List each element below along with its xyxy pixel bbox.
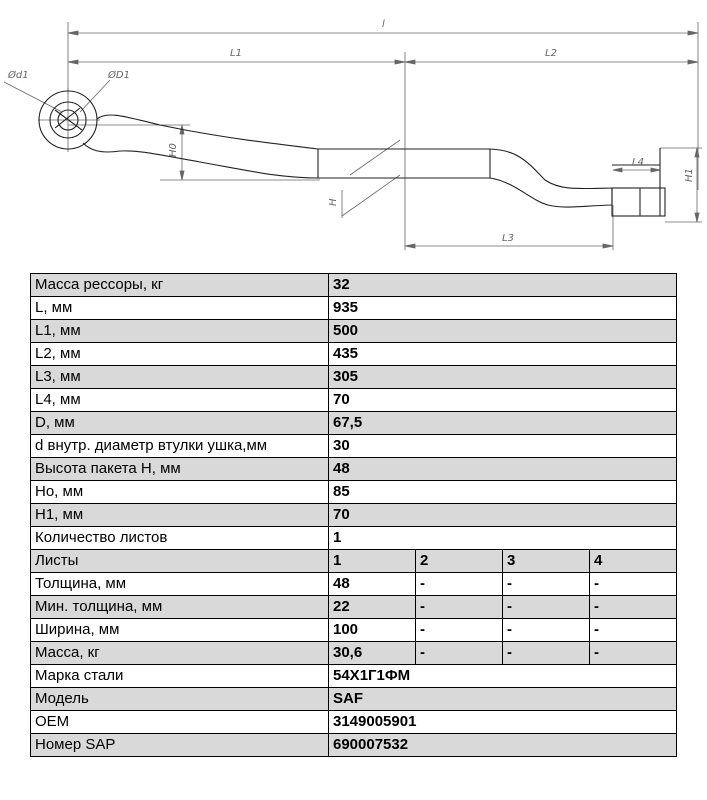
table-row bbox=[31, 665, 677, 688]
spec-value: 935 bbox=[329, 297, 677, 320]
spec-label: Номер SAP bbox=[31, 734, 329, 757]
table-row bbox=[31, 688, 677, 711]
dim-label-D1: ØD1 bbox=[108, 70, 130, 81]
spec-label: H1, мм bbox=[31, 504, 329, 527]
spec-value: 690007532 bbox=[329, 734, 677, 757]
table-row bbox=[31, 481, 677, 504]
spec-label: L4, мм bbox=[31, 389, 329, 412]
spec-label: Листы bbox=[31, 550, 329, 573]
dim-label-l2: L2 bbox=[545, 48, 557, 59]
spec-value: - bbox=[590, 573, 677, 596]
spec-label: Ширина, мм bbox=[31, 619, 329, 642]
spec-value: 305 bbox=[329, 366, 677, 389]
spec-label: Ho, мм bbox=[31, 481, 329, 504]
dim-label-l: l bbox=[382, 19, 385, 30]
spec-value: - bbox=[416, 596, 503, 619]
dim-label-d1: Ød1 bbox=[8, 70, 29, 81]
spec-label: Модель bbox=[31, 688, 329, 711]
spec-label: Мин. толщина, мм bbox=[31, 596, 329, 619]
table-row bbox=[31, 711, 677, 734]
spec-value: SAF bbox=[329, 688, 677, 711]
spec-value: - bbox=[503, 642, 590, 665]
table-row bbox=[31, 366, 677, 389]
spec-value: 85 bbox=[329, 481, 677, 504]
spec-value: 1 bbox=[329, 550, 416, 573]
spec-label: L, мм bbox=[31, 297, 329, 320]
spec-label: Количество листов bbox=[31, 527, 329, 550]
spec-value: - bbox=[590, 642, 677, 665]
table-row bbox=[31, 274, 677, 297]
table-row bbox=[31, 412, 677, 435]
table-row bbox=[31, 550, 677, 573]
spec-value: 2 bbox=[416, 550, 503, 573]
spec-value: 67,5 bbox=[329, 412, 677, 435]
spec-value: 4 bbox=[590, 550, 677, 573]
table-row bbox=[31, 343, 677, 366]
table-row bbox=[31, 320, 677, 343]
spec-value: - bbox=[503, 573, 590, 596]
dim-label-h1: H1 bbox=[684, 168, 695, 182]
dim-label-l3: L3 bbox=[502, 233, 514, 244]
spec-value: 3 bbox=[503, 550, 590, 573]
table-row bbox=[31, 573, 677, 596]
spec-value: 48 bbox=[329, 458, 677, 481]
spec-value: - bbox=[416, 573, 503, 596]
spec-label: L2, мм bbox=[31, 343, 329, 366]
table-row bbox=[31, 297, 677, 320]
spec-label: L1, мм bbox=[31, 320, 329, 343]
spec-value: 32 bbox=[329, 274, 677, 297]
spec-value: 54Х1Г1ФМ bbox=[329, 665, 677, 688]
spec-value: 70 bbox=[329, 504, 677, 527]
spec-label: Масса рессоры, кг bbox=[31, 274, 329, 297]
spec-value: - bbox=[503, 596, 590, 619]
spec-label: d внутр. диаметр втулки ушка,мм bbox=[31, 435, 329, 458]
table-row bbox=[31, 642, 677, 665]
spec-value: - bbox=[416, 619, 503, 642]
table-row bbox=[31, 435, 677, 458]
spec-value: 100 bbox=[329, 619, 416, 642]
spec-label: L3, мм bbox=[31, 366, 329, 389]
spec-value: - bbox=[590, 619, 677, 642]
spec-value: 500 bbox=[329, 320, 677, 343]
spec-label: D, мм bbox=[31, 412, 329, 435]
spec-value: - bbox=[590, 596, 677, 619]
table-row bbox=[31, 389, 677, 412]
dim-label-h: H bbox=[328, 198, 339, 206]
table-row bbox=[31, 619, 677, 642]
spec-value: - bbox=[416, 642, 503, 665]
table-row bbox=[31, 527, 677, 550]
spec-label: Высота пакета H, мм bbox=[31, 458, 329, 481]
spec-value: 30,6 bbox=[329, 642, 416, 665]
spec-value: 3149005901 bbox=[329, 711, 677, 734]
spec-label: Масса, кг bbox=[31, 642, 329, 665]
table-row bbox=[31, 458, 677, 481]
dim-label-h0: H0 bbox=[168, 143, 179, 157]
spec-value: 435 bbox=[329, 343, 677, 366]
table-row bbox=[31, 504, 677, 527]
spec-value: 1 bbox=[329, 527, 677, 550]
leaf-spring-drawing bbox=[0, 0, 707, 262]
spec-label: Толщина, мм bbox=[31, 573, 329, 596]
table-row bbox=[31, 734, 677, 757]
spec-value: - bbox=[503, 619, 590, 642]
dim-label-l1: L1 bbox=[230, 48, 242, 59]
dim-label-l4: L4 bbox=[632, 157, 644, 168]
spec-value: 22 bbox=[329, 596, 416, 619]
spec-table bbox=[30, 273, 677, 757]
spec-label: OEM bbox=[31, 711, 329, 734]
spec-value: 30 bbox=[329, 435, 677, 458]
table-row bbox=[31, 596, 677, 619]
spec-value: 70 bbox=[329, 389, 677, 412]
spec-label: Марка стали bbox=[31, 665, 329, 688]
spec-value: 48 bbox=[329, 573, 416, 596]
